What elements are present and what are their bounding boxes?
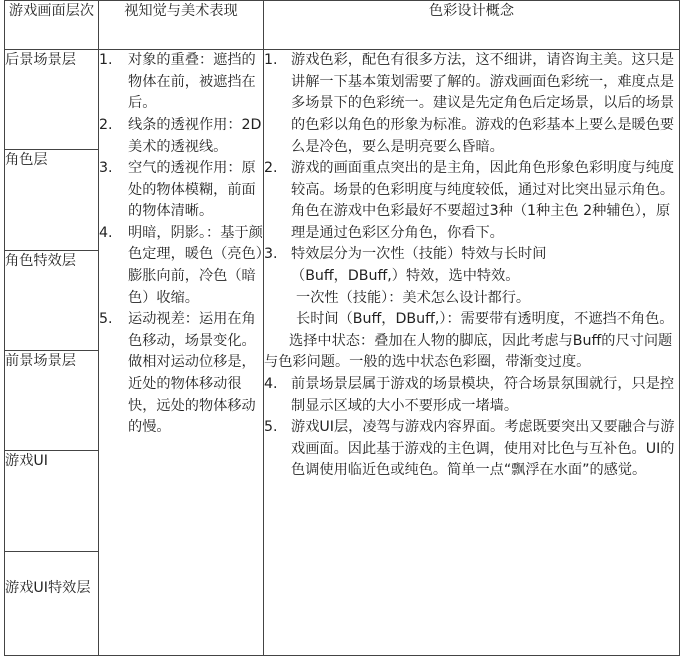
list-item: [99, 309, 263, 439]
layer-cell-game-ui: 游戏UI: [5, 451, 99, 551]
item-text: 游戏UI层，凌驾与游戏内容界面。考虑既要突出又要融合与游戏画面。因此基于游戏的主色调，使用对比色与互补色。UI的色调使用临近色或纯色。简单一点“飘浮在水面”的感觉。: [291, 419, 675, 479]
layer-cell-character: 角色层: [5, 150, 99, 250]
effect-buff-line: （Buff，DBuff,）特效，选中特效。: [291, 268, 520, 285]
item-text: 对象的重叠：遮挡的物体在前，被遮挡在后。: [128, 52, 256, 112]
header-row: [5, 1, 680, 50]
item-text: 明暗，阴影。：基于颜色定理，暖色（亮色）膨胀向前，冷色（暗色）收缩。: [128, 224, 263, 306]
item-number: 3.: [99, 160, 113, 177]
layer-color-table: [4, 0, 680, 656]
list-item: [99, 115, 263, 158]
layer-cell-character-effects: 角色特效层: [5, 250, 99, 350]
list-item: [264, 158, 679, 244]
header-layer: 游戏画面层次: [5, 1, 99, 50]
layer-cell-game-ui-effects: 游戏UI特效层: [5, 551, 99, 655]
item-number: 1.: [264, 52, 278, 69]
perception-list: [99, 50, 263, 439]
layer-cell-foreground: 前景场景层: [5, 351, 99, 451]
document-table-wrapper: [4, 0, 679, 656]
list-item: [264, 417, 679, 482]
item-number: 4.: [99, 224, 113, 241]
table-row: [5, 50, 680, 150]
list-item: [99, 50, 263, 115]
item-text: 游戏的画面重点突出的是主角，因此角色形象色彩明度与纯度较高。场景的色彩明度与纯度较低，通过对比突出显示角色。角色在游戏中色彩最好不要超过3种（1种主色 2种辅色），原理是通过色彩区分角色，你看下。: [291, 160, 675, 241]
item-number: 3.: [264, 246, 278, 263]
layer-cell-background: 后景场景层: [5, 50, 99, 150]
list-item: [99, 223, 263, 309]
color-concept-cell: [264, 50, 680, 656]
list-item: [264, 244, 679, 266]
perception-cell: [99, 50, 264, 656]
item-text: 特效层分为一次性（技能）特效与长时间: [291, 246, 547, 263]
header-perception: 视知觉与美术表现: [99, 1, 264, 50]
list-item: [99, 158, 263, 223]
header-color-concept: 色彩设计概念: [264, 1, 680, 50]
item-number: 4.: [264, 376, 278, 393]
item-number: 5.: [99, 311, 113, 328]
color-concept-list-cont: [264, 374, 679, 482]
item-text: 空气的透视作用：原处的物体模糊，前面的物体清晰。: [128, 160, 256, 220]
effect-long-time: 长时间（Buff，DBuff,）：需要带有透明度，不遮挡不角色。: [296, 311, 674, 328]
item-text: 运动视差：运用在角色移动，场景变化。做相对运动位移是，近处的物体移动很快，远处的物体移动的慢。: [128, 311, 256, 436]
item-number: 5.: [264, 419, 278, 436]
item-text: 前景场景层属于游戏的场景模块，符合场景氛围就行，只是控制显示区域的大小不要形成一堵墙。: [291, 376, 675, 414]
list-item: [264, 374, 679, 417]
item-number: 2.: [99, 116, 113, 133]
effect-one-time: 一次性（技能）：美术怎么设计都行。: [296, 289, 531, 306]
item-number: 2.: [264, 160, 278, 177]
effect-selected: 选择中状态：叠加在人物的脚底，因此考虑与Buff的尺寸问题与色彩问题。一般的选中状态色彩圈，带渐变过度。: [264, 332, 673, 371]
list-item: [264, 50, 679, 158]
item-text: 游戏色彩，配色有很多方法，这不细讲，请咨询主美。这只是讲解一下基本策划需要了解的。游戏画面色彩统一，难度点是多场景下的色彩统一。建议是先定角色后定场景，以后的场景的色彩以角色的形象为标准。游戏的色彩基本上要么是暖色要么是冷色，要么是明亮要么昏暗。: [291, 52, 675, 155]
item-text: 线条的透视作用：2D美术的透视线。: [128, 116, 262, 155]
color-concept-list: [264, 50, 679, 266]
item-number: 1.: [99, 52, 113, 69]
